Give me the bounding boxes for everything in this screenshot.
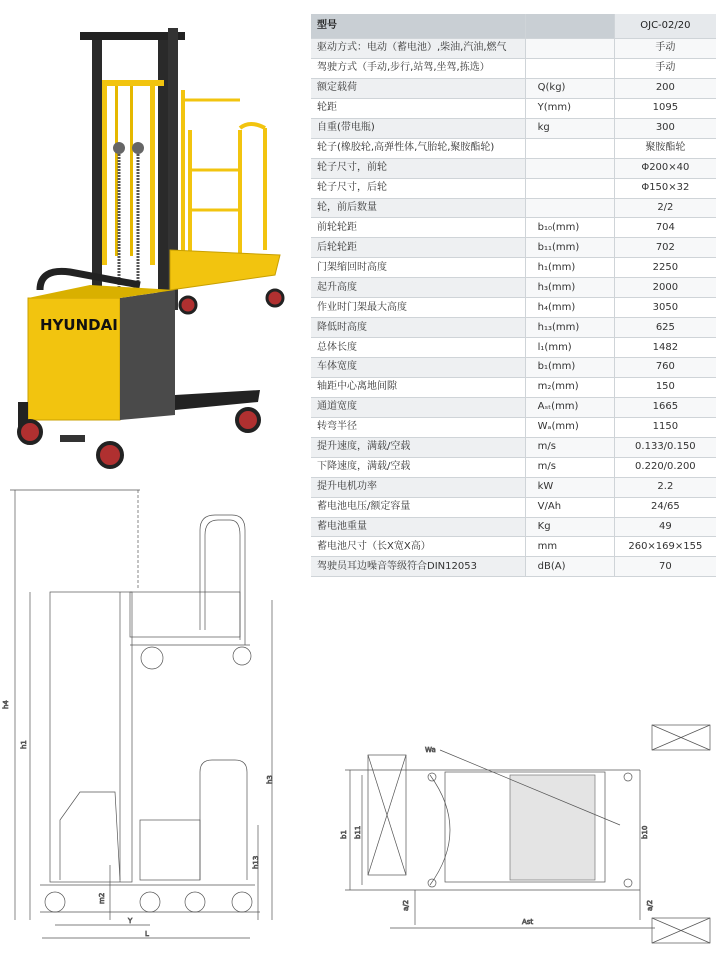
label-ast: Ast — [522, 918, 534, 926]
spec-value: 70 — [614, 557, 716, 577]
spec-value: 2/2 — [614, 198, 716, 218]
spec-unit — [525, 158, 614, 178]
spec-label: 门架缩回时高度 — [311, 258, 525, 278]
spec-label: 额定载荷 — [311, 78, 525, 98]
spec-unit: kg — [525, 118, 614, 138]
spec-row — [311, 358, 716, 378]
spec-label: 起升高度 — [311, 278, 525, 298]
spec-row — [311, 118, 716, 138]
spec-value: 3050 — [614, 298, 716, 318]
spec-row — [311, 417, 716, 437]
spec-row — [311, 238, 716, 258]
label-l: L — [145, 930, 149, 938]
spec-row — [311, 39, 716, 59]
spec-value: 聚胺酯轮 — [614, 138, 716, 158]
spec-unit: Y(mm) — [525, 98, 614, 118]
spec-unit: h₄(mm) — [525, 298, 614, 318]
spec-row — [311, 178, 716, 198]
spec-label: 轮距 — [311, 98, 525, 118]
label-h3: h3 — [266, 775, 274, 784]
side-view-drawing — [2, 490, 274, 938]
spec-value: Φ200×40 — [614, 158, 716, 178]
spec-label: 下降速度，满载/空载 — [311, 457, 525, 477]
spec-label: 通道宽度 — [311, 397, 525, 417]
spec-row — [311, 397, 716, 417]
spec-value: 手动 — [614, 58, 716, 78]
spec-value: 625 — [614, 318, 716, 338]
spec-value: 760 — [614, 358, 716, 378]
label-wa: Wa — [425, 746, 436, 754]
spec-label: 轮子尺寸，前轮 — [311, 158, 525, 178]
spec-unit: m/s — [525, 457, 614, 477]
spec-value: 704 — [614, 218, 716, 238]
spec-value: Φ150×32 — [614, 178, 716, 198]
spec-row — [311, 318, 716, 338]
spec-label: 轮，前后数量 — [311, 198, 525, 218]
spec-unit: dB(A) — [525, 557, 614, 577]
spec-label: 提升速度，满载/空载 — [311, 437, 525, 457]
spec-unit — [525, 58, 614, 78]
spec-unit: b₁₁(mm) — [525, 238, 614, 258]
label-m2: m2 — [98, 892, 106, 904]
spec-value: 1665 — [614, 397, 716, 417]
spec-label: 蓄电池尺寸（长X宽X高） — [311, 537, 525, 557]
spec-label: 作业时门架最大高度 — [311, 298, 525, 318]
label-h1: h1 — [20, 740, 28, 749]
label-y: Y — [128, 917, 133, 925]
spec-unit: Kg — [525, 517, 614, 537]
spec-row — [311, 298, 716, 318]
spec-unit — [525, 198, 614, 218]
spec-label: 驱动方式：电动（蓄电池）,柴油,汽油,燃气 — [311, 39, 525, 59]
spec-row — [311, 457, 716, 477]
product-photo — [0, 0, 310, 470]
spec-label: 轴距中心离地间隙 — [311, 377, 525, 397]
spec-row — [311, 58, 716, 78]
spec-unit: V/Ah — [525, 497, 614, 517]
spec-value: 702 — [614, 238, 716, 258]
spec-unit: m₂(mm) — [525, 377, 614, 397]
header-model-label: 型号 — [311, 14, 525, 39]
spec-label: 降低时高度 — [311, 318, 525, 338]
spec-unit — [525, 138, 614, 158]
spec-label: 总体长度 — [311, 338, 525, 358]
label-a2-left: a/2 — [402, 899, 410, 911]
spec-label: 轮子尺寸，后轮 — [311, 178, 525, 198]
spec-unit: b₁₀(mm) — [525, 218, 614, 238]
spec-row — [311, 198, 716, 218]
spec-value: 150 — [614, 377, 716, 397]
brand-text: HYUNDAI — [40, 316, 118, 334]
label-a2-right: a/2 — [646, 899, 654, 911]
spec-unit: Aₛₜ(mm) — [525, 397, 614, 417]
spec-label: 后轮轮距 — [311, 238, 525, 258]
spec-value: 2.2 — [614, 477, 716, 497]
spec-label: 自重(带电瓶) — [311, 118, 525, 138]
spec-row — [311, 158, 716, 178]
spec-value: 260×169×155 — [614, 537, 716, 557]
spec-unit: Wₐ(mm) — [525, 417, 614, 437]
spec-value: 2250 — [614, 258, 716, 278]
spec-row — [311, 78, 716, 98]
spec-value: 24/65 — [614, 497, 716, 517]
spec-unit — [525, 39, 614, 59]
spec-row — [311, 218, 716, 238]
spec-label: 轮子(橡胶轮,高弹性体,气胎轮,聚胺酯轮) — [311, 138, 525, 158]
spec-row — [311, 138, 716, 158]
spec-table-header — [311, 14, 716, 39]
label-b11: b11 — [354, 825, 362, 839]
spec-label: 提升电机功率 — [311, 477, 525, 497]
technical-drawings — [0, 480, 720, 965]
spec-unit: m/s — [525, 437, 614, 457]
spec-label: 转弯半径 — [311, 417, 525, 437]
spec-label: 驾驶员耳边噪音等级符合DIN12053 — [311, 557, 525, 577]
spec-value: 300 — [614, 118, 716, 138]
spec-unit: h₁(mm) — [525, 258, 614, 278]
spec-row — [311, 377, 716, 397]
spec-value: 2000 — [614, 278, 716, 298]
spec-row — [311, 437, 716, 457]
spec-unit: kW — [525, 477, 614, 497]
spec-label: 蓄电池重量 — [311, 517, 525, 537]
spec-label: 蓄电池电压/额定容量 — [311, 497, 525, 517]
spec-row — [311, 98, 716, 118]
header-unit — [525, 14, 614, 39]
spec-unit: h₃(mm) — [525, 278, 614, 298]
spec-value: 49 — [614, 517, 716, 537]
spec-label: 驾驶方式（手动,步行,站驾,坐驾,拣选） — [311, 58, 525, 78]
spec-value: 200 — [614, 78, 716, 98]
spec-value: 手动 — [614, 39, 716, 59]
spec-unit: h₁₃(mm) — [525, 318, 614, 338]
spec-row — [311, 278, 716, 298]
spec-row — [311, 258, 716, 278]
label-h13: h13 — [252, 855, 260, 869]
spec-row — [311, 338, 716, 358]
spec-unit: l₁(mm) — [525, 338, 614, 358]
spec-unit: mm — [525, 537, 614, 557]
spec-value: 1150 — [614, 417, 716, 437]
label-b1: b1 — [340, 830, 348, 839]
top-view-drawing — [340, 725, 710, 943]
spec-label: 前轮轮距 — [311, 218, 525, 238]
spec-value: 1095 — [614, 98, 716, 118]
header-model-value: OJC-02/20 — [614, 14, 716, 39]
spec-unit — [525, 178, 614, 198]
spec-value: 0.220/0.200 — [614, 457, 716, 477]
label-h4: h4 — [2, 700, 10, 709]
label-b10: b10 — [641, 825, 649, 839]
spec-value: 0.133/0.150 — [614, 437, 716, 457]
spec-label: 车体宽度 — [311, 358, 525, 378]
spec-value: 1482 — [614, 338, 716, 358]
spec-unit: b₁(mm) — [525, 358, 614, 378]
spec-unit: Q(kg) — [525, 78, 614, 98]
